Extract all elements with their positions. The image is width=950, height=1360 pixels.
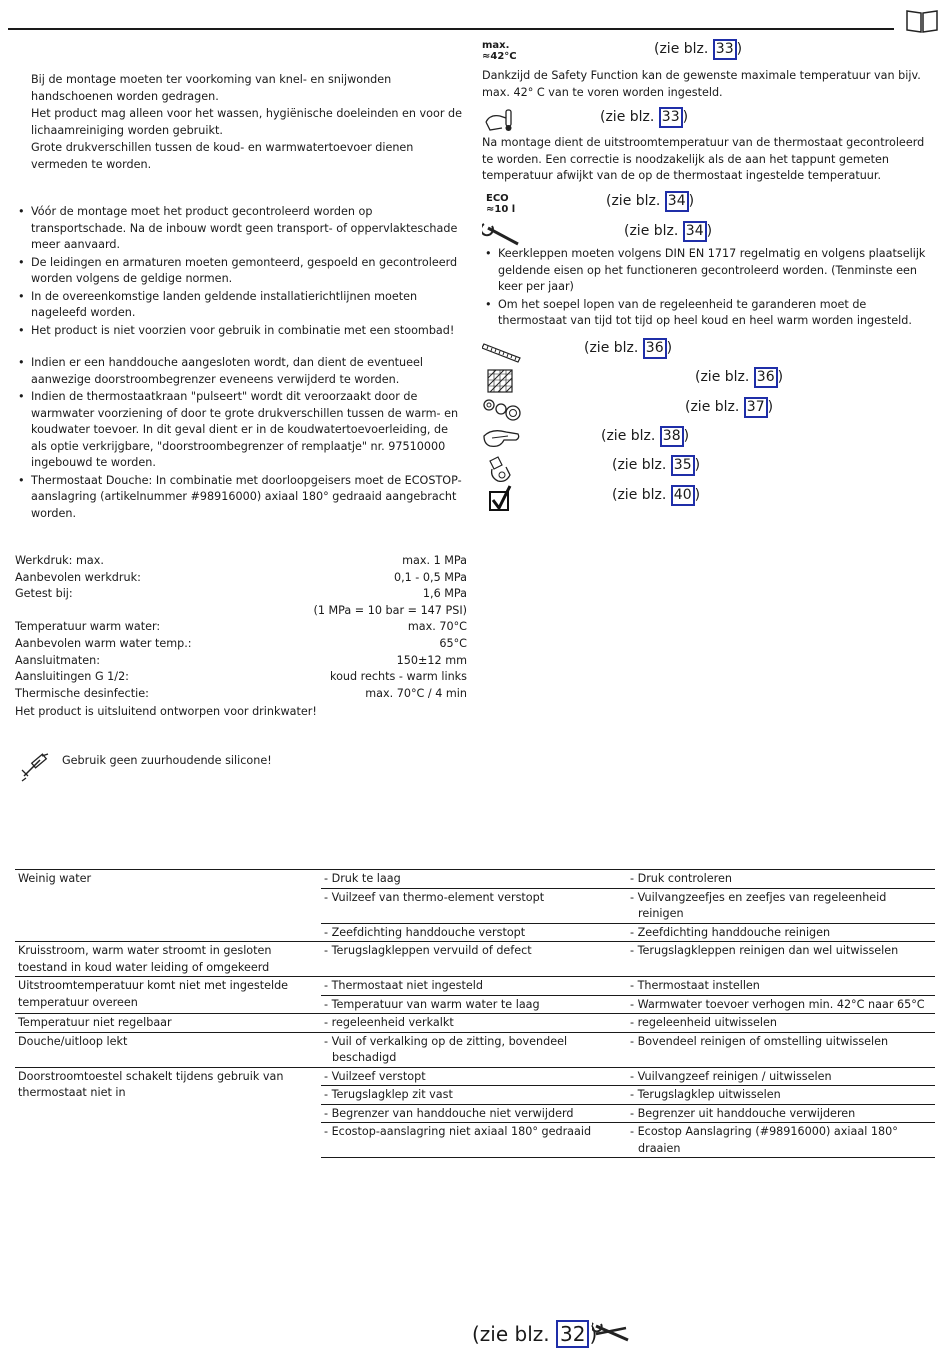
troubleshooting-table [15, 869, 935, 1158]
thermometer-hand-icon [482, 108, 518, 134]
spec-value: (1 MPa = 10 bar = 147 PSI) [313, 603, 467, 617]
cause-cell: - Zeefdichting handdouche verstopt [324, 925, 526, 939]
notes-list [15, 355, 467, 523]
safety-para: Het product mag alleen voor het wassen, hygiënische doeleinden en voor de lichaamreiniging worden gebruikt. [31, 107, 462, 137]
fix-cell: - Terugslagkleppen reinigen dan wel uitwisselen [630, 944, 899, 957]
spec-row [15, 686, 467, 703]
cause-cell: - Druk te laag [324, 872, 401, 885]
page-ref: (zie blz. 33 ) [654, 39, 742, 60]
page-ref-link[interactable]: 34 [665, 191, 689, 212]
header-rule [8, 28, 894, 30]
page-ref: (zie blz. 36 ) [584, 338, 672, 359]
spec-row [15, 636, 467, 653]
spec-row [15, 586, 467, 603]
fix-cell: - Begrenzer uit handdouche verwijderen [630, 1106, 856, 1120]
spec-row [15, 603, 467, 620]
page-ref-link[interactable]: 33 [713, 39, 737, 60]
spec-label: Werkdruk: max. [15, 554, 104, 567]
page-ref-link[interactable]: 35 [671, 455, 695, 476]
spec-label: Aanbevolen warm water temp.: [15, 636, 192, 650]
safety-function-text: Dankzijd de Safety Function kan de gewenste maximale temperatuur van bijv. max. 42° C van te voren worden ingesteld. [482, 69, 921, 99]
cause-cell: - Temperatuur van warm water te laag [324, 997, 540, 1011]
spec-row [15, 653, 467, 670]
page-ref: (zie blz. 35 ) [612, 455, 700, 476]
icon-label: ECO [486, 193, 509, 204]
cause-cell: - Vuil of verkalking op de zitting, bovendeel beschadigd [324, 1034, 568, 1064]
ruler-icon [482, 340, 522, 364]
page-ref-link[interactable]: 36 [643, 338, 667, 359]
page-ref-link[interactable]: 36 [754, 367, 778, 388]
page-ref-link[interactable]: 32 [556, 1320, 589, 1348]
spec-label: Aanbevolen werkdruk: [15, 570, 141, 584]
icon-label: ≈10 l [486, 204, 516, 215]
table-row [15, 942, 935, 977]
cause-cell: - Thermostaat niet ingesteld [324, 979, 483, 992]
safety-para: Bij de montage moeten ter voorkoming van knel- en snijwonden handschoenen worden gedragen. [31, 73, 392, 103]
problem-cell: Temperatuur niet regelbaar [15, 1014, 321, 1033]
footer-page-ref: (zie blz. 32 ) [472, 1322, 598, 1346]
page-ref-link[interactable]: 34 [683, 221, 707, 242]
list-item: • Indien er een handdouche aangesloten wordt, dan dient de eventueel aanwezige doorstroombegrenzer eveneens verwijderd te worden. [15, 355, 467, 388]
technical-specs [15, 553, 467, 721]
page-ref: (zie blz. 36 ) [695, 367, 783, 388]
calibration-text: Na montage dient de uitstroomtemperatuur van de thermostaat gecontroleerd te worden. Een correctie is noodzakelijk als de aan het tappunt gemeten temperatuur afwijkt van de op de thermostaat ingestelde temperatuur. [482, 136, 925, 182]
spec-value: koud rechts - warm links [330, 670, 467, 684]
icon-label: max. [482, 40, 510, 51]
cause-cell: - Terugslagkleppen vervuild of defect [324, 944, 532, 957]
fix-cell: - Warmwater toevoer verhogen min. 42°C naar 65°C [630, 997, 925, 1011]
parts-icon [482, 397, 522, 423]
max-temp-icon [482, 40, 526, 62]
list-item: • Thermostaat Douche: In combinatie met doorloopgeisers moet de ECOSTOP-aanslagring (artikelnummer #98916000) axiaal 180° gedraaid aangebracht worden. [15, 473, 467, 523]
spec-value: 0,1 - 0,5 MPa [393, 570, 467, 584]
silicone-gun-icon [18, 752, 50, 782]
page-ref-link[interactable]: 37 [744, 397, 768, 418]
cause-cell: - Ecostop-aanslagring niet axiaal 180° gedraaid [324, 1125, 592, 1138]
spec-value: max. 70°C / 4 min [365, 686, 467, 700]
spec-label: Temperatuur warm water: [15, 620, 161, 634]
fix-cell: - Druk controleren [630, 872, 732, 885]
tools-icon [592, 1320, 632, 1346]
checkbox-icon [488, 484, 514, 514]
spec-value: 1,6 MPa [422, 587, 467, 601]
book-icon [905, 8, 939, 34]
fix-cell: - Thermostaat instellen [630, 979, 760, 992]
wrench-icon [482, 222, 522, 248]
list-item: • Om het soepel lopen van de regeleenheid te garanderen moet de thermostaat van tijd tot tijd op heel koud en heel warm worden ingesteld. [482, 297, 937, 330]
fix-cell: - Zeefdichting handdouche reinigen [630, 925, 831, 939]
table-row [15, 1067, 935, 1086]
cleaning-hand-icon [482, 426, 522, 452]
page-ref-link[interactable]: 33 [659, 107, 683, 128]
icon-label: ≈42°C [482, 51, 517, 62]
list-item: • Indien de thermostaatkraan "pulseert" wordt dit veroorzaakt door de warmwater voorziening of door te grote drukverschillen tussen de warm- en koudwater toevoer. In dit geval dient er in de koudwatertoevoerleiding, de als optie verkrijgbare, "doorstroombegrenzer of remplaatje" nr. 97510000 ingebouwd te worden. [15, 389, 467, 472]
spec-label: Thermische desinfectie: [15, 686, 149, 700]
fix-cell: - Terugslagklep uitwisselen [630, 1088, 781, 1101]
fix-cell: - Bovendeel reinigen of omstelling uitwisselen [630, 1034, 889, 1048]
spec-value: max. 70°C [407, 620, 467, 634]
page-ref: (zie blz. 34 ) [624, 221, 712, 242]
page-ref: (zie blz. 34 ) [606, 191, 694, 212]
problem-cell: Kruisstroom, warm water stroomt in gesloten toestand in koud water leiding of omgekeerd [15, 942, 321, 977]
hatched-box-icon [486, 368, 514, 394]
page-ref: (zie blz. 37 ) [685, 397, 773, 418]
problem-cell: Doorstroomtoestel schakelt tijdens gebruik van thermostaat niet in [15, 1067, 321, 1158]
problem-cell: Weinig water [15, 870, 321, 942]
fix-cell: - Vuilvangzeefjes en zeefjes van regeleenheid reinigen [630, 890, 887, 920]
spec-label: Aansluitingen G 1/2: [15, 670, 129, 684]
cause-cell: - regeleenheid verkalkt [324, 1016, 454, 1029]
spec-label: Aansluitmaten: [15, 653, 101, 667]
page-ref-link[interactable]: 38 [660, 426, 684, 447]
spec-value: max. 1 MPa [402, 554, 467, 567]
list-item: • Keerkleppen moeten volgens DIN EN 1717 regelmatig en volgens plaatselijk geldende eisen op het functioneren gecontroleerd worden. (Tenminste een keer per jaar) [482, 246, 937, 296]
fix-cell: - Vuilvangzeef reinigen / uitwisselen [630, 1069, 832, 1083]
fix-cell: - regeleenheid uitwisselen [630, 1016, 777, 1029]
spec-value: 150±12 mm [396, 653, 467, 667]
safety-section [31, 72, 467, 174]
list-item: • In de overeenkomstige landen geldende installatierichtlijnen moeten nageleefd worden. [15, 289, 467, 322]
list-item: • Het product is niet voorzien voor gebruik in combinatie met een stoombad! [15, 323, 467, 340]
page-ref: (zie blz. 40 ) [612, 485, 700, 506]
cause-cell: - Terugslagklep zit vast [324, 1088, 453, 1101]
page-ref: (zie blz. 38 ) [601, 426, 689, 447]
table-row [15, 870, 935, 889]
spec-row [15, 669, 467, 686]
drinkwater-note: Het product is uitsluitend ontworpen voor drinkwater! [15, 705, 317, 719]
table-row [15, 977, 935, 996]
montage-list [15, 204, 467, 340]
page-ref: (zie blz. 33 ) [600, 107, 688, 128]
spec-row [15, 553, 467, 570]
safety-para: Grote drukverschillen tussen de koud- en warmwatertoevoer dienen vermeden te worden. [31, 141, 414, 171]
table-row [15, 1032, 935, 1067]
list-item: • Vóór de montage moet het product gecontroleerd worden op transportschade. Na de inbouw wordt geen transport- of oppervlakteschade meer aanvaard. [15, 204, 467, 254]
cause-cell: - Vuilzeef verstopt [324, 1069, 426, 1083]
cause-cell: - Vuilzeef van thermo-element verstopt [324, 890, 545, 904]
list-item: • De leidingen en armaturen moeten gemonteerd, gespoeld en gecontroleerd worden volgens de geldige normen. [15, 255, 467, 288]
table-row [15, 1014, 935, 1033]
maintenance-list [482, 246, 937, 331]
spec-row [15, 570, 467, 587]
problem-cell: Douche/uitloop lekt [15, 1032, 321, 1067]
spec-label: Getest bij: [15, 587, 73, 601]
eco-icon [486, 193, 530, 215]
hand-knob-icon [484, 455, 520, 483]
spec-value: 65°C [439, 636, 467, 650]
silicone-note: Gebruik geen zuurhoudende silicone! [62, 754, 272, 767]
fix-cell: - Ecostop Aanslagring (#98916000) axiaal 180° draaien [630, 1125, 898, 1155]
problem-cell: Uitstroomtemperatuur komt niet met ingestelde temperatuur overeen [15, 977, 321, 1014]
cause-cell: - Begrenzer van handdouche niet verwijderd [324, 1106, 574, 1120]
spec-row [15, 619, 467, 636]
page-ref-link[interactable]: 40 [671, 485, 695, 506]
